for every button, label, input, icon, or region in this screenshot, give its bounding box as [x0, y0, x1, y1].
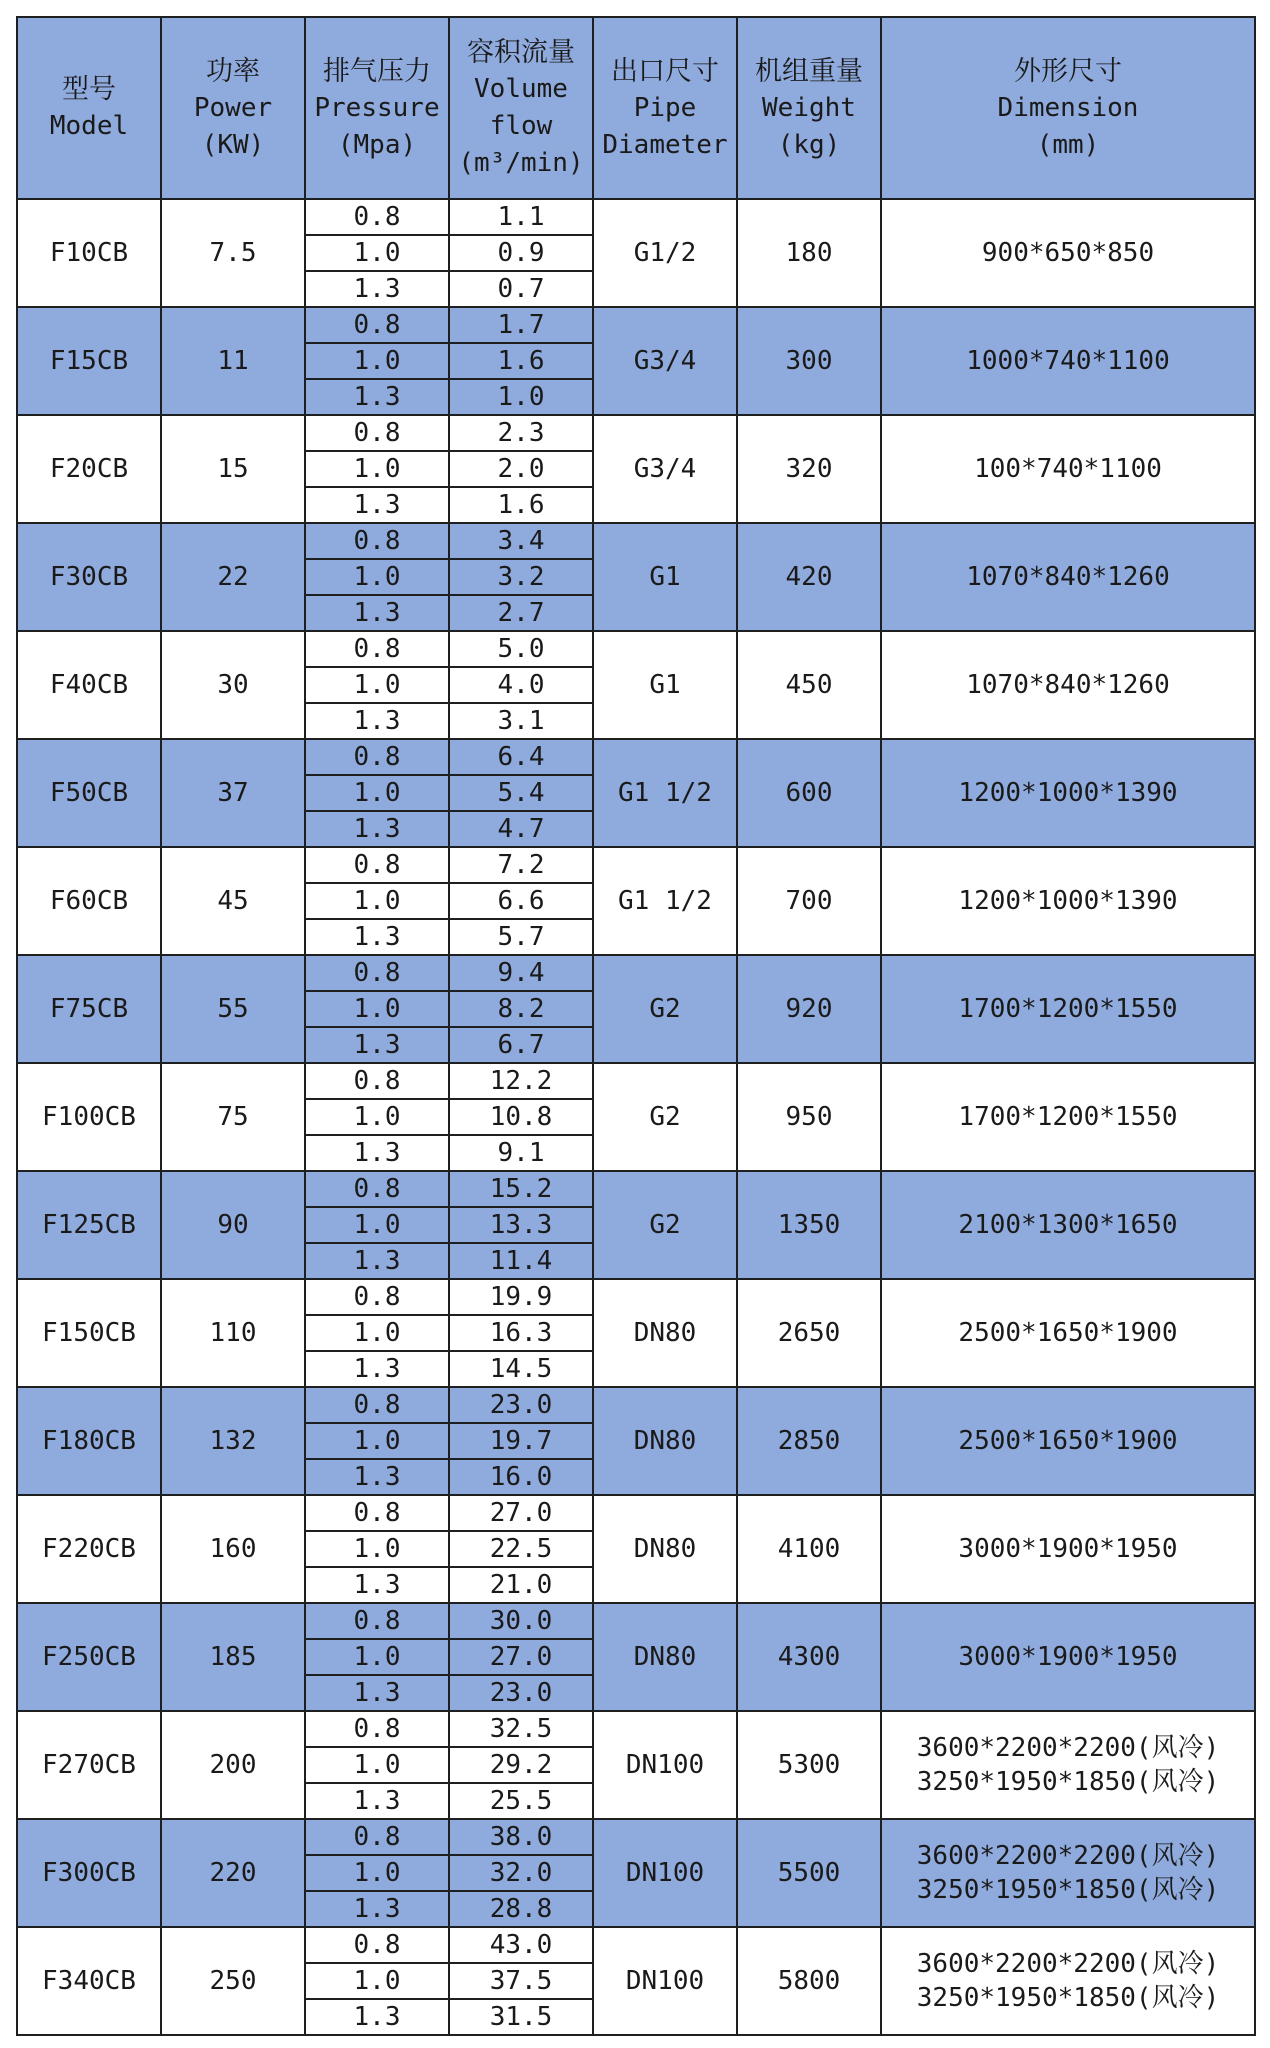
- weight-cell: 700: [737, 847, 881, 955]
- pressure-cell: 1.0: [305, 1855, 449, 1891]
- power-cell: 160: [161, 1495, 305, 1603]
- flow-cell: 5.7: [449, 919, 593, 955]
- dimension-line: 3250*1950*1850(风冷): [916, 1767, 1220, 1797]
- model-cell: F340CB: [17, 1927, 161, 2035]
- pressure-cell: 0.8: [305, 1063, 449, 1099]
- pressure-cell: 1.3: [305, 1999, 449, 2035]
- spec-table-body: [17, 199, 1255, 2035]
- power-cell: 45: [161, 847, 305, 955]
- model-cell: F270CB: [17, 1711, 161, 1819]
- pressure-cell: 1.0: [305, 1747, 449, 1783]
- flow-cell: 3.1: [449, 703, 593, 739]
- table-row: [17, 955, 1255, 991]
- pipe-cell: G1/2: [593, 199, 737, 307]
- pressure-cell: 0.8: [305, 1495, 449, 1531]
- flow-cell: 5.4: [449, 775, 593, 811]
- weight-cell: 5300: [737, 1711, 881, 1819]
- table-row: [17, 307, 1255, 343]
- header-power: 功率 Power (KW): [161, 17, 305, 199]
- model-cell: F250CB: [17, 1603, 161, 1711]
- weight-cell: 4100: [737, 1495, 881, 1603]
- pressure-cell: 1.0: [305, 1963, 449, 1999]
- pressure-cell: 1.0: [305, 1423, 449, 1459]
- flow-cell: 23.0: [449, 1387, 593, 1423]
- flow-cell: 1.6: [449, 343, 593, 379]
- dimension-line: 3600*2200*2200(风冷): [916, 1841, 1220, 1871]
- flow-cell: 1.6: [449, 487, 593, 523]
- flow-cell: 2.7: [449, 595, 593, 631]
- dimension-cell: [881, 631, 1255, 739]
- pressure-cell: 1.0: [305, 775, 449, 811]
- table-row: [17, 1495, 1255, 1531]
- pressure-cell: 1.0: [305, 991, 449, 1027]
- pressure-cell: 1.3: [305, 1135, 449, 1171]
- dimension-line: 1700*1200*1550: [958, 1102, 1178, 1132]
- dimension-line: 3250*1950*1850(风冷): [916, 1875, 1220, 1905]
- dimension-cell: [881, 739, 1255, 847]
- dimension-cell: [881, 955, 1255, 1063]
- pipe-cell: G2: [593, 955, 737, 1063]
- power-cell: 110: [161, 1279, 305, 1387]
- flow-cell: 19.9: [449, 1279, 593, 1315]
- flow-cell: 5.0: [449, 631, 593, 667]
- weight-cell: 5500: [737, 1819, 881, 1927]
- flow-cell: 16.0: [449, 1459, 593, 1495]
- pressure-cell: 1.0: [305, 343, 449, 379]
- pipe-cell: G1 1/2: [593, 847, 737, 955]
- flow-cell: 12.2: [449, 1063, 593, 1099]
- weight-cell: 5800: [737, 1927, 881, 2035]
- model-cell: F50CB: [17, 739, 161, 847]
- table-row: [17, 199, 1255, 235]
- flow-cell: 9.4: [449, 955, 593, 991]
- model-cell: F75CB: [17, 955, 161, 1063]
- flow-cell: 43.0: [449, 1927, 593, 1963]
- weight-cell: 420: [737, 523, 881, 631]
- dimension-cell: [881, 523, 1255, 631]
- pressure-cell: 1.3: [305, 379, 449, 415]
- dimension-line: 1070*840*1260: [966, 670, 1170, 700]
- power-cell: 90: [161, 1171, 305, 1279]
- weight-cell: 320: [737, 415, 881, 523]
- dimension-cell: [881, 1387, 1255, 1495]
- pressure-cell: 1.0: [305, 1531, 449, 1567]
- pressure-cell: 0.8: [305, 1171, 449, 1207]
- power-cell: 55: [161, 955, 305, 1063]
- flow-cell: 32.5: [449, 1711, 593, 1747]
- dimension-line: 1000*740*1100: [966, 346, 1170, 376]
- flow-cell: 32.0: [449, 1855, 593, 1891]
- table-row: [17, 847, 1255, 883]
- power-cell: 7.5: [161, 199, 305, 307]
- dimension-line: 100*740*1100: [974, 454, 1162, 484]
- pipe-cell: G3/4: [593, 307, 737, 415]
- pressure-cell: 0.8: [305, 1819, 449, 1855]
- weight-cell: 180: [737, 199, 881, 307]
- power-cell: 37: [161, 739, 305, 847]
- dimension-line: 3000*1900*1950: [958, 1534, 1178, 1564]
- flow-cell: 28.8: [449, 1891, 593, 1927]
- header-model: 型号 Model: [17, 17, 161, 199]
- model-cell: F15CB: [17, 307, 161, 415]
- pressure-cell: 1.0: [305, 883, 449, 919]
- weight-cell: 300: [737, 307, 881, 415]
- table-row: [17, 739, 1255, 775]
- dimension-cell: [881, 1927, 1255, 2035]
- model-cell: F125CB: [17, 1171, 161, 1279]
- dimension-line: 3600*2200*2200(风冷): [916, 1733, 1220, 1763]
- dimension-line: 1200*1000*1390: [958, 886, 1178, 916]
- pressure-cell: 0.8: [305, 307, 449, 343]
- pressure-cell: 1.3: [305, 1027, 449, 1063]
- weight-cell: 920: [737, 955, 881, 1063]
- pressure-cell: 1.0: [305, 1207, 449, 1243]
- table-row: [17, 1927, 1255, 1963]
- dimension-cell: [881, 1171, 1255, 1279]
- weight-cell: 600: [737, 739, 881, 847]
- dimension-line: 1070*840*1260: [966, 562, 1170, 592]
- table-row: [17, 1171, 1255, 1207]
- table-row: [17, 1711, 1255, 1747]
- pressure-cell: 1.3: [305, 1675, 449, 1711]
- pressure-cell: 0.8: [305, 1279, 449, 1315]
- model-cell: F60CB: [17, 847, 161, 955]
- weight-cell: 950: [737, 1063, 881, 1171]
- header-dimension: 外形尺寸 Dimension (mm): [881, 17, 1255, 199]
- pressure-cell: 1.0: [305, 451, 449, 487]
- power-cell: 15: [161, 415, 305, 523]
- model-cell: F40CB: [17, 631, 161, 739]
- pressure-cell: 0.8: [305, 1711, 449, 1747]
- table-row: [17, 1603, 1255, 1639]
- flow-cell: 22.5: [449, 1531, 593, 1567]
- pressure-cell: 1.0: [305, 235, 449, 271]
- table-row: [17, 415, 1255, 451]
- flow-cell: 1.7: [449, 307, 593, 343]
- dimension-line: 3000*1900*1950: [958, 1642, 1178, 1672]
- header-weight: 机组重量 Weight (kg): [737, 17, 881, 199]
- table-row: [17, 523, 1255, 559]
- table-row: [17, 1387, 1255, 1423]
- dimension-cell: [881, 1063, 1255, 1171]
- pipe-cell: DN80: [593, 1279, 737, 1387]
- pressure-cell: 1.0: [305, 1315, 449, 1351]
- compressor-spec-table: [16, 16, 1256, 2036]
- dimension-cell: [881, 1711, 1255, 1819]
- table-row: [17, 1279, 1255, 1315]
- pipe-cell: DN100: [593, 1927, 737, 2035]
- pressure-cell: 1.3: [305, 919, 449, 955]
- pressure-cell: 0.8: [305, 631, 449, 667]
- flow-cell: 27.0: [449, 1639, 593, 1675]
- pressure-cell: 0.8: [305, 847, 449, 883]
- flow-cell: 13.3: [449, 1207, 593, 1243]
- pipe-cell: G1: [593, 631, 737, 739]
- header-pressure: 排气压力 Pressure (Mpa): [305, 17, 449, 199]
- flow-cell: 4.0: [449, 667, 593, 703]
- weight-cell: 1350: [737, 1171, 881, 1279]
- pressure-cell: 1.3: [305, 1351, 449, 1387]
- dimension-cell: [881, 415, 1255, 523]
- pressure-cell: 0.8: [305, 199, 449, 235]
- flow-cell: 7.2: [449, 847, 593, 883]
- flow-cell: 4.7: [449, 811, 593, 847]
- pipe-cell: DN100: [593, 1819, 737, 1927]
- spec-table-container: [16, 16, 1256, 2036]
- pressure-cell: 1.3: [305, 1243, 449, 1279]
- pressure-cell: 0.8: [305, 1387, 449, 1423]
- flow-cell: 9.1: [449, 1135, 593, 1171]
- dimension-cell: [881, 199, 1255, 307]
- pipe-cell: G3/4: [593, 415, 737, 523]
- model-cell: F150CB: [17, 1279, 161, 1387]
- pressure-cell: 0.8: [305, 1927, 449, 1963]
- power-cell: 132: [161, 1387, 305, 1495]
- pipe-cell: G2: [593, 1063, 737, 1171]
- flow-cell: 15.2: [449, 1171, 593, 1207]
- pressure-cell: 0.8: [305, 739, 449, 775]
- dimension-line: 900*650*850: [981, 238, 1155, 268]
- pipe-cell: DN80: [593, 1495, 737, 1603]
- dimension-line: 3250*1950*1850(风冷): [916, 1983, 1220, 2013]
- dimension-cell: [881, 1819, 1255, 1927]
- table-row: [17, 1063, 1255, 1099]
- flow-cell: 16.3: [449, 1315, 593, 1351]
- flow-cell: 6.6: [449, 883, 593, 919]
- pressure-cell: 1.3: [305, 811, 449, 847]
- pressure-cell: 0.8: [305, 523, 449, 559]
- header-row: [17, 17, 1255, 199]
- weight-cell: 2650: [737, 1279, 881, 1387]
- flow-cell: 38.0: [449, 1819, 593, 1855]
- dimension-cell: [881, 307, 1255, 415]
- flow-cell: 8.2: [449, 991, 593, 1027]
- dimension-line: 2500*1650*1900: [958, 1426, 1178, 1456]
- model-cell: F20CB: [17, 415, 161, 523]
- flow-cell: 10.8: [449, 1099, 593, 1135]
- flow-cell: 29.2: [449, 1747, 593, 1783]
- weight-cell: 2850: [737, 1387, 881, 1495]
- header-volume-flow: 容积流量 Volume flow (m³/min): [449, 17, 593, 199]
- dimension-cell: [881, 1495, 1255, 1603]
- dimension-cell: [881, 1279, 1255, 1387]
- flow-cell: 3.2: [449, 559, 593, 595]
- model-cell: F100CB: [17, 1063, 161, 1171]
- flow-cell: 2.3: [449, 415, 593, 451]
- power-cell: 11: [161, 307, 305, 415]
- pressure-cell: 0.8: [305, 1603, 449, 1639]
- pipe-cell: G1 1/2: [593, 739, 737, 847]
- model-cell: F10CB: [17, 199, 161, 307]
- flow-cell: 23.0: [449, 1675, 593, 1711]
- pressure-cell: 1.3: [305, 1783, 449, 1819]
- flow-cell: 19.7: [449, 1423, 593, 1459]
- dimension-line: 3600*2200*2200(风冷): [916, 1949, 1220, 1979]
- power-cell: 220: [161, 1819, 305, 1927]
- flow-cell: 1.1: [449, 199, 593, 235]
- weight-cell: 4300: [737, 1603, 881, 1711]
- power-cell: 75: [161, 1063, 305, 1171]
- flow-cell: 27.0: [449, 1495, 593, 1531]
- flow-cell: 1.0: [449, 379, 593, 415]
- model-cell: F300CB: [17, 1819, 161, 1927]
- flow-cell: 6.7: [449, 1027, 593, 1063]
- table-row: [17, 631, 1255, 667]
- pressure-cell: 1.0: [305, 667, 449, 703]
- pipe-cell: DN80: [593, 1387, 737, 1495]
- table-row: [17, 1819, 1255, 1855]
- flow-cell: 30.0: [449, 1603, 593, 1639]
- dimension-line: 2100*1300*1650: [958, 1210, 1178, 1240]
- flow-cell: 6.4: [449, 739, 593, 775]
- pressure-cell: 0.8: [305, 415, 449, 451]
- flow-cell: 11.4: [449, 1243, 593, 1279]
- flow-cell: 3.4: [449, 523, 593, 559]
- pressure-cell: 1.3: [305, 271, 449, 307]
- power-cell: 250: [161, 1927, 305, 2035]
- pressure-cell: 1.0: [305, 1639, 449, 1675]
- power-cell: 185: [161, 1603, 305, 1711]
- dimension-line: 1200*1000*1390: [958, 778, 1178, 808]
- flow-cell: 25.5: [449, 1783, 593, 1819]
- power-cell: 200: [161, 1711, 305, 1819]
- pipe-cell: G1: [593, 523, 737, 631]
- pipe-cell: G2: [593, 1171, 737, 1279]
- pressure-cell: 1.3: [305, 1459, 449, 1495]
- weight-cell: 450: [737, 631, 881, 739]
- flow-cell: 37.5: [449, 1963, 593, 1999]
- model-cell: F180CB: [17, 1387, 161, 1495]
- pressure-cell: 1.0: [305, 559, 449, 595]
- header-pipe-diameter: 出口尺寸 Pipe Diameter: [593, 17, 737, 199]
- pipe-cell: DN80: [593, 1603, 737, 1711]
- pressure-cell: 1.3: [305, 1567, 449, 1603]
- pipe-cell: DN100: [593, 1711, 737, 1819]
- pressure-cell: 1.3: [305, 1891, 449, 1927]
- dimension-line: 2500*1650*1900: [958, 1318, 1178, 1348]
- dimension-cell: [881, 847, 1255, 955]
- flow-cell: 21.0: [449, 1567, 593, 1603]
- power-cell: 22: [161, 523, 305, 631]
- model-cell: F30CB: [17, 523, 161, 631]
- pressure-cell: 1.0: [305, 1099, 449, 1135]
- flow-cell: 0.9: [449, 235, 593, 271]
- flow-cell: 31.5: [449, 1999, 593, 2035]
- pressure-cell: 1.3: [305, 703, 449, 739]
- pressure-cell: 0.8: [305, 955, 449, 991]
- model-cell: F220CB: [17, 1495, 161, 1603]
- dimension-line: 1700*1200*1550: [958, 994, 1178, 1024]
- dimension-cell: [881, 1603, 1255, 1711]
- pressure-cell: 1.3: [305, 487, 449, 523]
- power-cell: 30: [161, 631, 305, 739]
- flow-cell: 2.0: [449, 451, 593, 487]
- flow-cell: 0.7: [449, 271, 593, 307]
- flow-cell: 14.5: [449, 1351, 593, 1387]
- pressure-cell: 1.3: [305, 595, 449, 631]
